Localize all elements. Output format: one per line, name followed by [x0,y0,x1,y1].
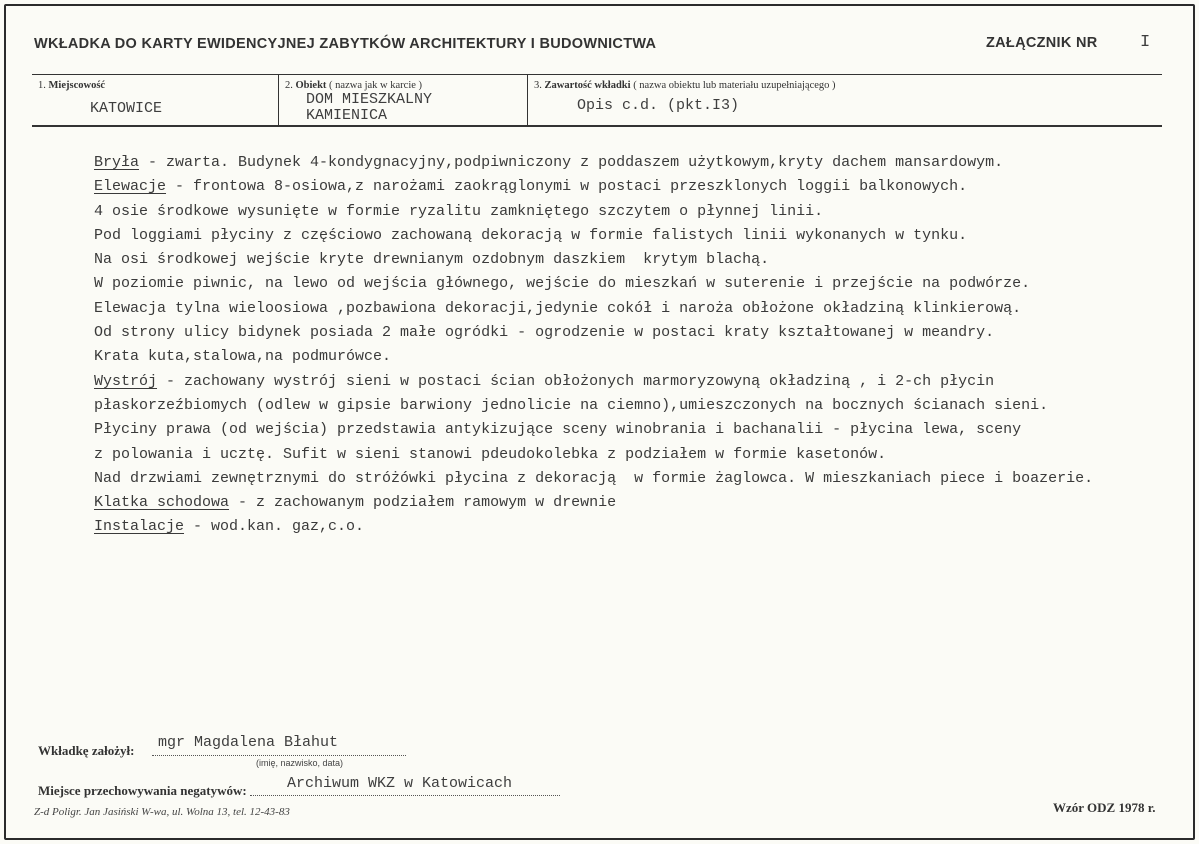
section-heading: Wystrój [94,372,158,390]
description-text: płaskorzeźbiomych (odlew w gipsie barwiony jednolicie na ciemno),umieszczonych na bocznych ścianach sieni. [94,396,1049,414]
description-text: - zwarta. Budynek 4-kondygnacyjny,podpiwniczony z poddaszem użytkowym,kryty dachem mansardowym. [139,154,1004,171]
storage-label: Miejsce przechowywania negatywów: [38,783,247,798]
description-body [94,151,1194,540]
section-heading: Elewacje [94,178,167,196]
description-text: Krata kuta,stalowa,na podmurówce. [94,348,392,366]
author-dotted-line [152,755,406,756]
description-line [94,272,1194,296]
locality-label-text: Miejscowość [48,80,106,91]
description-line [94,418,1194,442]
storage-dotted-line [250,795,560,796]
field-divider-1 [278,74,279,126]
description-text: Na osi środkowej wejście kryte drewnianym ozdobnym daszkiem krytym blachą. [94,251,770,269]
description-text: Nad drzwiami zewnętrznymi do stróżówki płycina z dekoracją w formie żaglowca. W mieszkaniach piece i boazerie. [94,469,1094,487]
description-text: - frontowa 8-osiowa,z narożami zaokrąglonymi w postaci przeszklonych loggii balkonowych. [166,178,968,196]
description-text: Elewacja tylna wieloosiowa ,pozbawiona dekoracji,jedynie cokół i naroża obłożone okładziną klinkierową. [94,299,1022,317]
description-line [94,491,1194,515]
description-line [94,175,1194,199]
content-label [534,80,836,91]
section-heading: Instalacje [94,518,185,536]
description-text: W poziomie piwnic, na lewo od wejścia głównego, wejście do mieszkań w suterenie i przejście na podwórze. [94,275,1031,293]
description-text: - wod.kan. gaz,c.o. [184,518,365,536]
annex-number: I [1140,33,1151,52]
author-value: mgr Magdalena Błahut [158,734,339,751]
object-value-line2: KAMIENICA [306,107,388,124]
description-line [94,297,1194,321]
author-hint: (imię, nazwisko, data) [256,758,344,768]
storage-value: Archiwum WKZ w Katowicach [287,775,513,792]
description-text: Płyciny prawa (od wejścia) przedstawia antykizujące sceny winobrania i bachanalii - płycina lewa, sceny [94,421,1022,439]
description-text: 4 osie środkowe wysunięte w formie ryzalitu zamkniętego szczytem o płynnej linii. [94,202,824,220]
locality-label-number: 1. [38,80,49,91]
fields-top-rule [32,74,1162,75]
description-line [94,370,1194,394]
description-text: - z zachowanym podziałem ramowym w drewnie [229,494,617,512]
description-text: Pod loggiami płyciny z częściowo zachowaną dekoracją w formie falistych linii wykonanych w tynku. [94,226,968,244]
locality-value: KATOWICE [90,100,163,117]
section-heading: Bryła [94,154,140,171]
object-label-text: Obiekt [295,80,327,91]
description-line [94,394,1194,418]
fields-bottom-rule [32,125,1162,127]
description-text: z polowania i ucztę. Sufit w sieni stanowi pdeudokolebka z podziałem w formie kasetonów. [94,445,887,463]
author-label: Wkładkę założył: [38,743,135,758]
locality-label [38,80,105,91]
description-line [94,467,1194,491]
document-title: WKŁADKA DO KARTY EWIDENCYJNEJ ZABYTKÓW ARCHITEKTURY I BUDOWNICTWA [34,36,657,52]
field-divider-2 [527,74,528,126]
description-line [94,151,1194,175]
object-label [285,80,422,91]
form-code: Wzór ODZ 1978 r. [1053,800,1156,815]
content-label-text: Zawartość wkładki [544,80,631,91]
content-label-number: 3. [534,80,545,91]
description-text: Od strony ulicy bidynek posiada 2 małe ogródki - ogrodzenie w postaci kraty kształtowanej w meandry. [94,324,995,342]
description-line [94,321,1194,345]
content-value: Opis c.d. (pkt.I3) [577,97,740,114]
description-line [94,345,1194,369]
description-line [94,200,1194,224]
content-label-extra: ( nazwa obiektu lub materiału uzupełniającego ) [630,80,836,91]
object-label-extra: ( nazwa jak w karcie ) [326,80,423,91]
description-text: - zachowany wystrój sieni w postaci ścian obłożonych marmoryzowyną okładziną , i 2-ch płycin [157,372,995,390]
description-line [94,248,1194,272]
description-line [94,443,1194,467]
section-heading: Klatka schodowa [94,494,230,512]
annex-label: ZAŁĄCZNIK NR [986,35,1098,51]
object-label-number: 2. [285,80,296,91]
object-value-line1: DOM MIESZKALNY [306,91,433,108]
printer-imprint: Z-d Poligr. Jan Jasiński W-wa, ul. Wolna 13, tel. 12-43-83 [34,806,290,818]
description-line [94,515,1194,539]
description-line [94,224,1194,248]
